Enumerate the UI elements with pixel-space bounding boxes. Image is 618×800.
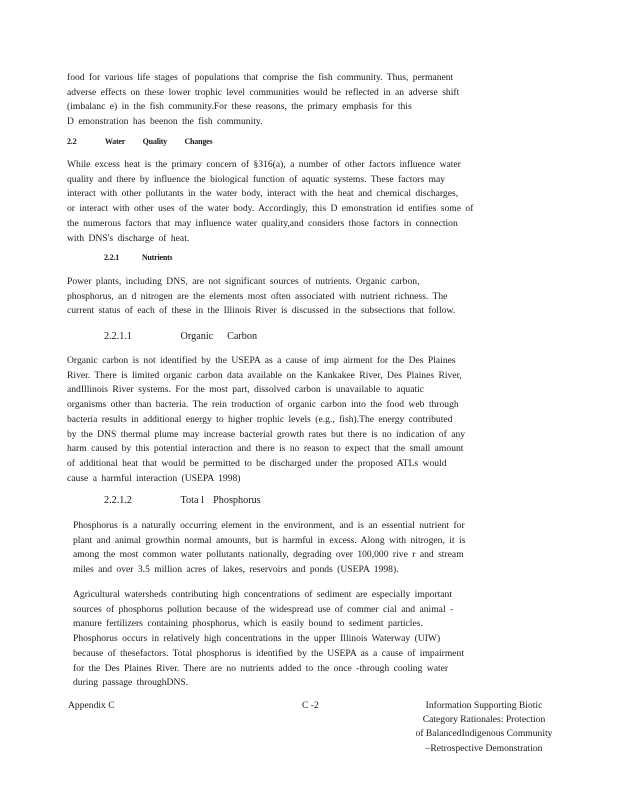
paragraph-line: quality and there by influence the biological function of aquatic systems. These factors may	[67, 173, 446, 185]
paragraph-line: cause a harmful interaction (USEPA 1998)	[67, 472, 241, 484]
section-title-word: Tota l	[180, 495, 204, 506]
paragraph-line: bacteria results in additional energy to higher trophic levels (e.g., fish).The energy contributed	[67, 413, 453, 425]
paragraph-line: miles and over 3.5 million acres of lakes, reservoirs and ponds (USEPA 1998).	[73, 564, 399, 576]
footer-title-line: Category Rationales: Protection	[422, 714, 546, 726]
paragraph-line: adverse effects on these lower trophic level communities would be reflected in an adverse shift	[67, 86, 460, 98]
paragraph-line: River. There is limited organic carbon data available on the Kankakee River, Des Plaines River,	[67, 369, 462, 381]
intro-paragraph	[67, 71, 459, 130]
nutrients-paragraph	[67, 275, 455, 319]
section-number: 2.2.1.1	[104, 331, 133, 342]
paragraph-line: harm caused by this potential interaction and there is no reason to expect that the small amount	[67, 443, 464, 455]
footer-title-line: Information Supporting Biotic	[425, 700, 543, 711]
paragraph-line: the numerous factors that may influence water quality,and considers those factors in connection	[67, 217, 458, 229]
section-title-word: Quality	[142, 137, 168, 146]
paragraph-line: manure fertilizers containing phosphorus, which is easily bound to sediment particles.	[73, 618, 423, 630]
organic-carbon-paragraph	[67, 354, 465, 486]
paragraph-line: andIllinois River systems. For the most part, dissolved carbon is unavailable to aquatic	[67, 384, 425, 396]
section-heading-2-2-1	[104, 253, 172, 262]
paragraph-line: (imbalanc e) in the fish community.For these reasons, the primary emphasis for this	[67, 101, 412, 113]
section-title: Nutrients	[141, 253, 173, 262]
paragraph-line: Agricultural watersheds contributing high concentrations of sediment are especially important	[73, 589, 452, 600]
footer-appendix-label: Appendix C	[68, 700, 115, 711]
section-title-word: Water	[104, 137, 126, 146]
footer-title-line: of BalancedIndigenous Community	[415, 728, 553, 740]
paragraph-line: While excess heat is the primary concern of §316(a), a number of other factors influence water	[67, 159, 461, 170]
paragraph-line: current status of each of these in the Illinois River is discussed in the subsections that follow.	[67, 305, 456, 317]
footer-page-number: C -2	[302, 700, 319, 711]
section-number: 2.2	[67, 137, 77, 146]
phosphorus-paragraph-1	[73, 519, 465, 578]
section-heading-2-2-1-1	[104, 331, 257, 342]
section-title-word: Phosphorus	[213, 495, 261, 506]
section-heading-2-2-1-2	[104, 495, 261, 506]
paragraph-line: phosphorus, an d nitrogen are the elements most often associated with nutrient richness. The	[67, 290, 448, 302]
section-number: 2.2.1.2	[104, 495, 133, 506]
section-title-word: Carbon	[227, 331, 258, 342]
paragraph-line: sources of phosphorus pollution because of the widespread use of commer cial and animal -	[73, 603, 454, 615]
paragraph-line: because of thesefactors. Total phosphorus is identified by the USEPA as a cause of impairment	[73, 647, 465, 659]
paragraph-line: D emonstration has beenon the fish community.	[67, 116, 263, 128]
section-title-word: Organic	[180, 331, 214, 342]
paragraph-line: food for various life stages of populations that comprise the fish community. Thus, permanent	[67, 72, 454, 83]
paragraph-line: among the most common water pollutants nationally, degrading over 100,000 rive r and stream	[73, 549, 464, 561]
paragraph-line: for the Des Plaines River. There are no nutrients added to the once -through cooling water	[73, 662, 449, 674]
paragraph-line: interact with other pollutants in the water body, interact with the heat and chemical discharges,	[67, 188, 459, 200]
paragraph-line: during passage throughDNS.	[73, 677, 189, 689]
paragraph-line: Phosphorus occurs in relatively high concentrations in the upper Illinois Waterway (UIW)	[73, 633, 441, 645]
section-number: 2.2.1	[104, 253, 120, 262]
section-title-word: Changes	[184, 137, 213, 146]
paragraph-line: organisms other than bacteria. The rein troduction of organic carbon into the food web through	[67, 399, 459, 411]
paragraph-line: or interact with other uses of the water body. Accordingly, this D emonstration id entifies some of	[67, 203, 474, 215]
paragraph-line: by the DNS thermal plume may increase bacterial growth rates but there is no indication of any	[67, 428, 466, 440]
footer-title-line: –Retrospective Demonstration	[425, 742, 543, 754]
paragraph-line: plant and animal growthin normal amounts, but is harmful in excess. Along with nitrogen, it is	[73, 534, 466, 546]
water-quality-paragraph	[67, 158, 473, 246]
paragraph-line: Organic carbon is not identified by the USEPA as a cause of imp airment for the Des Plaines	[67, 355, 456, 366]
paragraph-line: Power plants, including DNS, are not significant sources of nutrients. Organic carbon,	[67, 276, 420, 287]
paragraph-line: Phosphorus is a naturally occurring element in the environment, and is an essential nutrient for	[73, 520, 465, 531]
section-heading-2-2	[67, 137, 212, 146]
paragraph-line: of additional heat that would be permitted to be discharged under the proposed ATLs would	[67, 457, 447, 469]
paragraph-line: with DNS's discharge of heat.	[67, 232, 190, 244]
footer-document-title	[396, 699, 572, 756]
phosphorus-paragraph-2	[73, 588, 464, 691]
